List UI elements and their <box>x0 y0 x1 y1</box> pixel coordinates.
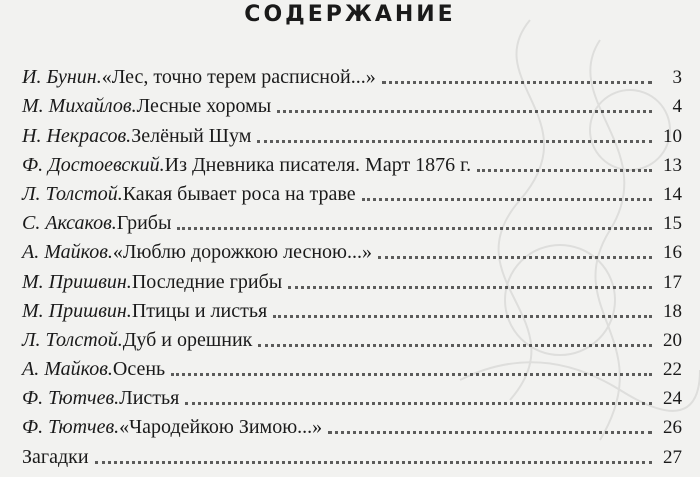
toc-page-number: 4 <box>672 96 682 118</box>
dot-leader <box>288 286 652 289</box>
dot-leader <box>382 81 652 84</box>
dot-leader <box>277 110 652 113</box>
toc-page-number: 18 <box>663 300 682 322</box>
toc-entry[interactable] <box>22 379 682 408</box>
toc-page-number: 17 <box>663 271 682 293</box>
toc-page-number: 27 <box>663 446 682 468</box>
toc-entry[interactable] <box>22 175 682 204</box>
toc-title: Листья <box>119 387 180 410</box>
toc-title: Птицы и листья <box>131 299 268 322</box>
dot-leader <box>258 344 652 347</box>
toc-title: Дуб и орешник <box>122 328 253 351</box>
dot-leader <box>257 140 652 143</box>
dot-leader <box>95 461 652 464</box>
toc-author: Л. Толстой. <box>22 328 123 351</box>
toc-author: И. Бунин. <box>22 66 102 89</box>
toc-author: Ф. Достоевский. <box>22 153 165 176</box>
table-of-contents <box>22 58 682 467</box>
toc-entry[interactable] <box>22 116 682 145</box>
toc-entry[interactable] <box>22 233 682 262</box>
toc-page-number: 26 <box>663 417 682 439</box>
toc-page-number: 3 <box>672 67 682 89</box>
toc-page-number: 22 <box>663 359 682 381</box>
toc-author: Ф. Тютчев. <box>22 416 120 439</box>
toc-author: Л. Толстой. <box>22 182 123 205</box>
toc-title: Последние грибы <box>131 270 283 293</box>
toc-author: С. Аксаков. <box>22 212 117 235</box>
toc-author: Ф. Тютчев. <box>22 387 120 410</box>
toc-title: Осень <box>112 358 166 381</box>
dot-leader <box>362 198 652 201</box>
toc-author: М. Михайлов. <box>22 95 137 118</box>
toc-entry[interactable] <box>22 204 682 233</box>
toc-author: М. Пришвин. <box>22 270 132 293</box>
toc-title: Из Дневника писателя. Март 1876 г. <box>164 153 472 176</box>
toc-page-number: 24 <box>663 388 682 410</box>
toc-title: Какая бывает роса на траве <box>122 182 356 205</box>
toc-entry[interactable] <box>22 262 682 291</box>
toc-author: А. Майков. <box>22 241 113 264</box>
toc-page-number: 13 <box>663 154 682 176</box>
toc-entry[interactable] <box>22 146 682 175</box>
dot-leader <box>477 169 652 172</box>
toc-title: Зелёный Шум <box>131 124 252 147</box>
toc-entry[interactable] <box>22 292 682 321</box>
dot-leader <box>328 431 652 434</box>
toc-page-number: 14 <box>663 183 682 205</box>
toc-title: Загадки <box>22 445 89 468</box>
toc-page-number: 15 <box>663 213 682 235</box>
dot-leader <box>378 256 652 259</box>
toc-entry[interactable] <box>22 58 682 87</box>
dot-leader <box>171 373 652 376</box>
toc-page-number: 20 <box>663 329 682 351</box>
dot-leader <box>185 402 652 405</box>
toc-author: М. Пришвин. <box>22 299 132 322</box>
toc-entry[interactable] <box>22 350 682 379</box>
toc-entry[interactable] <box>22 437 682 466</box>
page-title: СОДЕРЖАНИЕ <box>244 2 456 27</box>
toc-page-number: 16 <box>663 242 682 264</box>
toc-page-number: 10 <box>663 125 682 147</box>
toc-entry[interactable] <box>22 408 682 437</box>
toc-title: Лесные хоромы <box>136 95 272 118</box>
toc-title: Грибы <box>116 212 172 235</box>
toc-entry[interactable] <box>22 87 682 116</box>
dot-leader <box>177 227 652 230</box>
toc-title: «Лес, точно терем расписной...» <box>101 66 376 89</box>
toc-author: А. Майков. <box>22 358 113 381</box>
toc-title: «Люблю дорожкою лесною...» <box>112 241 372 264</box>
toc-author: Н. Некрасов. <box>22 124 132 147</box>
toc-entry[interactable] <box>22 321 682 350</box>
dot-leader <box>273 315 652 318</box>
toc-title: «Чародейкою Зимою...» <box>119 416 323 439</box>
